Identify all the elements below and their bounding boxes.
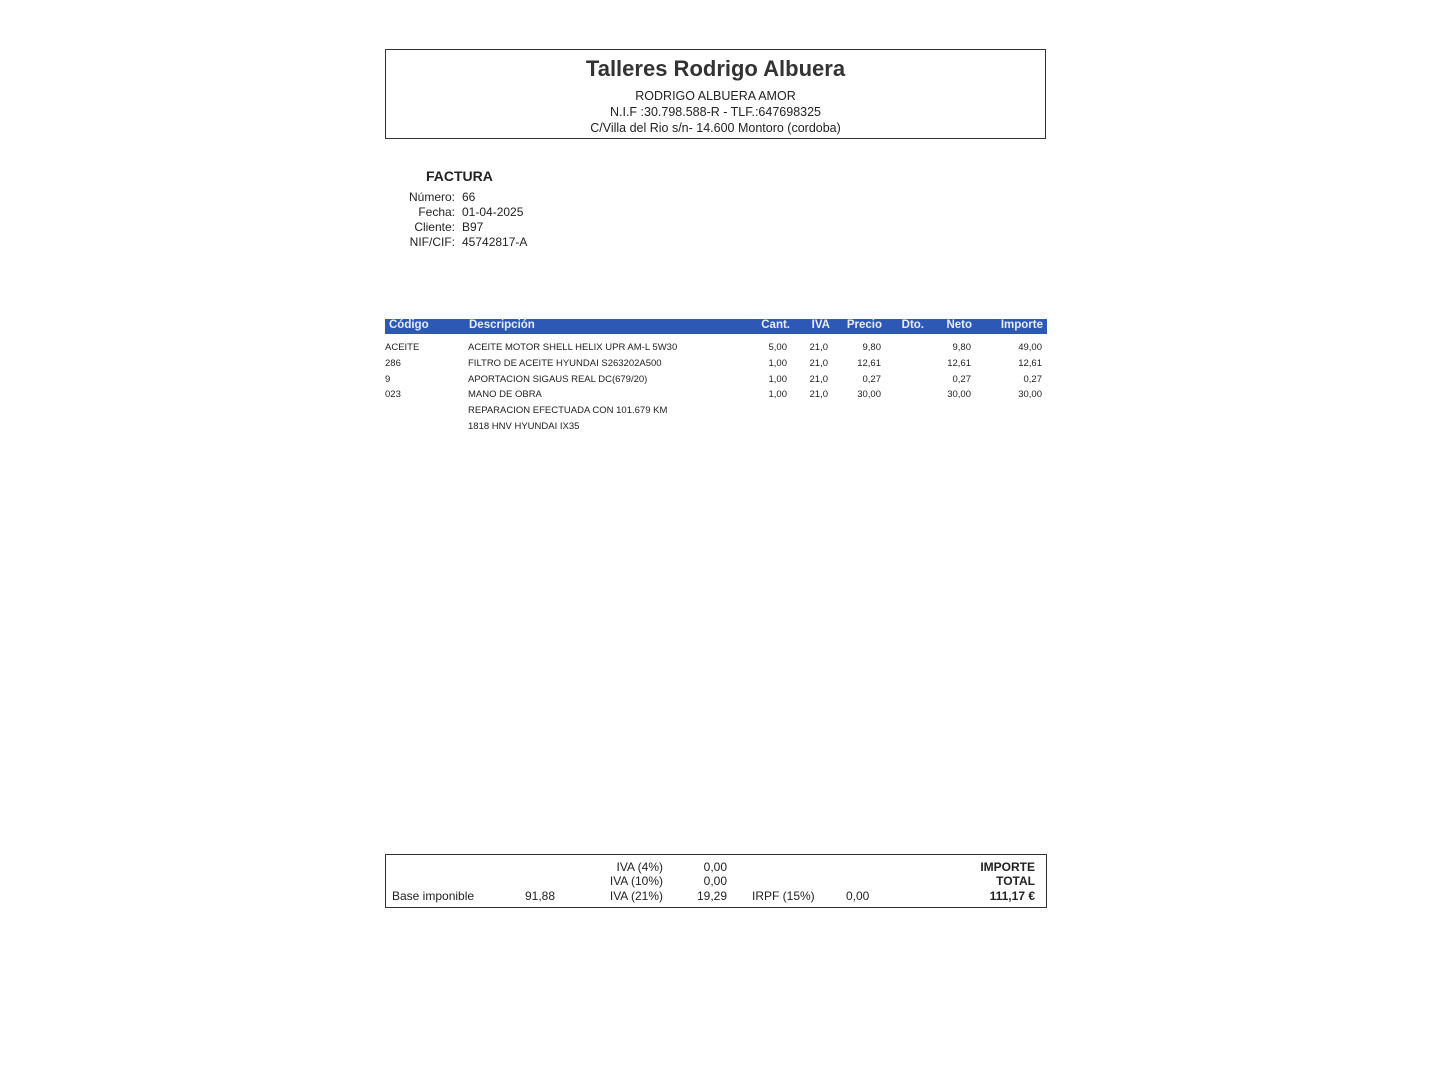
meta-value: 66 xyxy=(462,190,476,204)
nif-phone: N.I.F :30.798.588-R - TLF.:647698325 xyxy=(609,105,821,119)
cell-codigo: 023 xyxy=(385,389,401,400)
cell-descripcion: REPARACION EFECTUADA CON 101.679 KM xyxy=(468,405,668,416)
cell-descripcion: FILTRO DE ACEITE HYUNDAI S263202A500 xyxy=(468,358,662,369)
total-label-2: TOTAL xyxy=(996,874,1035,888)
meta-label: NIF/CIF: xyxy=(409,235,455,249)
invoice-title: FACTURA xyxy=(426,168,493,184)
irpf-value: 0,00 xyxy=(846,889,870,903)
col-iva: IVA xyxy=(811,319,830,331)
cell-neto: 30,00 xyxy=(947,389,971,400)
meta-value: B97 xyxy=(462,220,484,234)
cell-importe: 49,00 xyxy=(1018,342,1042,353)
cell-iva: 21,0 xyxy=(809,389,828,400)
cell-iva: 21,0 xyxy=(809,358,828,369)
meta-date xyxy=(390,205,527,220)
cell-cant: 5,00 xyxy=(768,342,787,353)
col-precio: Precio xyxy=(846,319,882,331)
meta-label: Número: xyxy=(408,190,455,204)
cell-descripcion: MANO DE OBRA xyxy=(468,389,542,400)
cell-neto: 12,61 xyxy=(947,358,971,369)
table-row xyxy=(385,372,1047,387)
table-row xyxy=(385,356,1047,371)
base-imponible-label: Base imponible xyxy=(392,889,475,903)
irpf-label: IRPF (15%) xyxy=(752,889,815,903)
cell-neto: 9,80 xyxy=(952,342,971,353)
base-imponible-value: 91,88 xyxy=(525,889,556,903)
col-descripcion: Descripción xyxy=(469,319,535,331)
cell-cant: 1,00 xyxy=(768,374,787,385)
table-row xyxy=(385,340,1047,355)
totals-box xyxy=(385,854,1047,908)
cell-descripcion: 1818 HNV HYUNDAI IX35 xyxy=(468,421,580,432)
col-cant: Cant. xyxy=(761,319,790,331)
iva-21-label: IVA (21%) xyxy=(609,889,663,903)
cell-precio: 30,00 xyxy=(857,389,881,400)
cell-precio: 12,61 xyxy=(857,358,881,369)
iva-4-label: IVA (4%) xyxy=(616,860,663,874)
meta-nif xyxy=(390,235,527,250)
cell-importe: 30,00 xyxy=(1018,389,1042,400)
col-codigo: Código xyxy=(389,319,429,331)
owner-name: RODRIGO ALBUERA AMOR xyxy=(635,89,796,103)
company-name: Talleres Rodrigo Albuera xyxy=(585,56,846,81)
company-address: C/Villa del Rio s/n- 14.600 Montoro (cordoba) xyxy=(590,121,841,135)
cell-iva: 21,0 xyxy=(809,374,828,385)
meta-value: 45742817-A xyxy=(462,235,528,249)
col-dto: Dto. xyxy=(901,319,924,331)
cell-neto: 0,27 xyxy=(952,374,971,385)
cell-codigo: ACEITE xyxy=(385,342,420,353)
cell-importe: 12,61 xyxy=(1018,358,1042,369)
iva-10-label: IVA (10%) xyxy=(609,874,663,888)
iva-21-value: 19,29 xyxy=(696,889,727,903)
meta-label: Cliente: xyxy=(414,220,455,234)
meta-number xyxy=(390,190,527,205)
table-header xyxy=(385,319,1047,334)
meta-label: Fecha: xyxy=(418,205,455,219)
cell-codigo: 286 xyxy=(385,358,401,369)
cell-descripcion: APORTACION SIGAUS REAL DC(679/20) xyxy=(468,374,648,385)
iva-4-value: 0,00 xyxy=(703,860,727,874)
cell-cant: 1,00 xyxy=(768,358,787,369)
iva-10-value: 0,00 xyxy=(703,874,727,888)
cell-precio: 0,27 xyxy=(862,374,881,385)
col-importe: Importe xyxy=(1000,319,1043,331)
table-row xyxy=(385,403,1047,418)
meta-value: 01-04-2025 xyxy=(462,205,524,219)
cell-importe: 0,27 xyxy=(1023,374,1042,385)
invoice-meta xyxy=(390,190,527,250)
table-row xyxy=(385,387,1047,402)
cell-descripcion: ACEITE MOTOR SHELL HELIX UPR AM-L 5W30 xyxy=(468,342,678,353)
cell-cant: 1,00 xyxy=(768,389,787,400)
col-neto: Neto xyxy=(946,319,972,331)
meta-client xyxy=(390,220,527,235)
cell-precio: 9,80 xyxy=(862,342,881,353)
total-label-1: IMPORTE xyxy=(980,860,1035,874)
cell-codigo: 9 xyxy=(385,374,391,385)
table-row xyxy=(385,419,1047,434)
total-value: 111,17 € xyxy=(989,889,1035,903)
cell-iva: 21,0 xyxy=(809,342,828,353)
company-header xyxy=(385,49,1046,139)
